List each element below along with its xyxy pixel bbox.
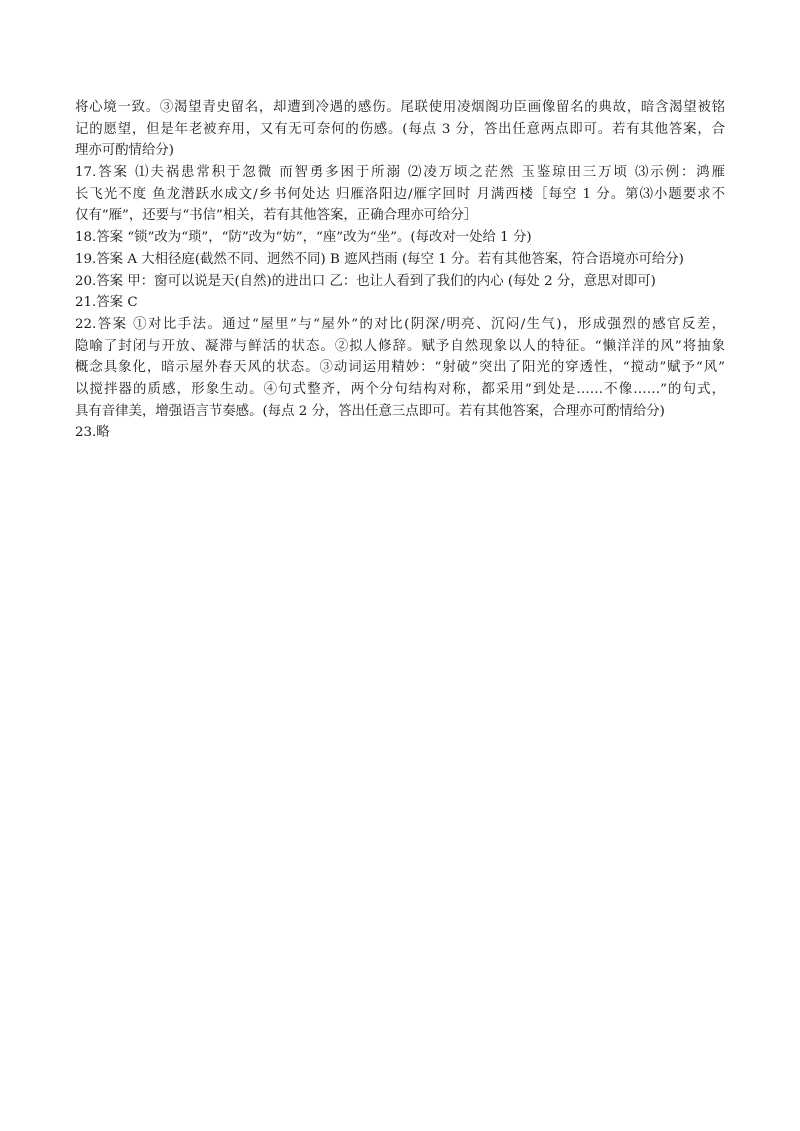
text-line: 隐喻了封闭与开放、凝滞与鲜活的状态。②拟人修辞。赋予自然现象以人的特征。“懒洋洋的风”将抽象: [75, 338, 725, 354]
answer-18-line: 18.答案 “锁”改为“琐”，“防”改为“妨”，“座”改为“坐”。(每改对一处给 1 分): [75, 230, 532, 246]
answer-19-line: 19.答案 A 大相径庭(截然不同、迥然不同) B 遮风挡雨 (每空 1 分。若有其他答案，符合语境亦可给分): [75, 251, 684, 267]
text-line: 仅有“雁”，还要与“书信”相关，若有其他答案，正确合理亦可给分］: [75, 208, 478, 224]
answer-key-text: [75, 97, 725, 444]
text-line: 将心境一致。③渴望青史留名，却遭到冷遇的感伤。尾联使用凌烟阁功臣画像留名的典故，暗含渴望被铭: [75, 100, 725, 115]
text-line: 长飞光不度 鱼龙潜跃水成文/乡书何处达 归雁洛阳边/雁字回时 月满西楼［每空 1 分。第⑶小题要求不: [75, 186, 725, 202]
text-line: 记的愿望，但是年老被弃用，又有无可奈何的伤感。(每点 3 分，答出任意两点即可。若有其他答案，合: [75, 121, 725, 137]
text-line: 概念具象化，暗示屋外春天风的状态。③动词运用精妙：“射破”突出了阳光的穿透性，“搅动”赋予“风”: [75, 360, 725, 376]
answer-23-line: 23.略: [75, 425, 110, 441]
answer-21-line: 21.答案 C: [75, 295, 138, 311]
answer-22-line: 22.答案 ①对比手法。通过“屋里”与“屋外”的对比(阴深/明亮、沉闷/生气)，形成强烈的感官反差，: [75, 316, 725, 332]
text-line: 具有音律美，增强语言节奏感。(每点 2 分，答出任意三点即可。若有其他答案，合理亦可酌情给分): [75, 403, 665, 419]
text-line: 以搅拌器的质感，形象生动。④句式整齐，两个分句结构对称，都采用“到处是……不像……”的句式，: [75, 381, 725, 397]
answer-20-line: 20.答案 甲：窗可以说是天(自然)的进出口 乙：也让人看到了我们的内心 (每处 2 分，意思对即可): [75, 273, 656, 289]
answer-17-line: 17.答案 ⑴夫祸患常积于忽微 而智勇多困于所溺 ⑵凌万顷之茫然 玉鉴琼田三万顷 ⑶示例：鸿雁: [75, 165, 725, 181]
text-line: 理亦可酌情给分): [75, 143, 174, 159]
